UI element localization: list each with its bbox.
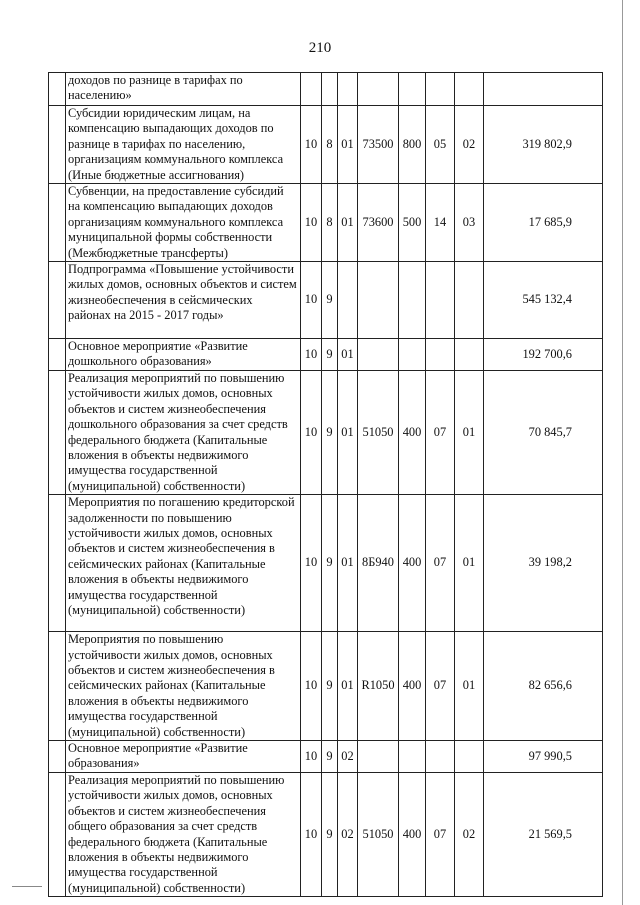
code-cell: 01 [338, 495, 358, 632]
code-cell: 01 [338, 184, 358, 262]
code-cell: 10 [301, 740, 322, 772]
code-cell [399, 262, 426, 339]
code-cell: 02 [338, 740, 358, 772]
amount-cell: 39 198,2 [484, 495, 603, 632]
blank-cell [49, 772, 66, 896]
description-cell: Реализация мероприятий по повышению устойчивости жилых домов, основных объектов и систем жизнеобеспечения дошкольного образования за счет средств федерального бюджета (Капитальные вложения в объекты недвижимого имущества государственной (муниципальной) собственности) [66, 370, 301, 494]
amount-cell [484, 73, 603, 106]
description-cell: Субсидии юридическим лицам, на компенсацию выпадающих доходов по разнице в тарифах по населению, организациям коммунального комплекса (Иные бюджетные ассигнования) [66, 106, 301, 184]
code-cell: 400 [399, 495, 426, 632]
table-row [49, 772, 603, 896]
page-number: 210 [308, 40, 332, 56]
code-cell: 9 [322, 740, 338, 772]
code-cell: 400 [399, 772, 426, 896]
code-cell [301, 73, 322, 106]
code-cell: 8 [322, 184, 338, 262]
table-row [49, 73, 603, 106]
code-cell: 400 [399, 632, 426, 741]
description-cell: Реализация мероприятий по повышению устойчивости жилых домов, основных объектов и систем жизнеобеспечения общего образования за счет средств федерального бюджета (Капитальные вложения в объекты недвижимого имущества государственной (муниципальной) собственности) [66, 772, 301, 896]
blank-cell [49, 370, 66, 494]
code-cell: 51050 [358, 370, 399, 494]
code-cell [399, 73, 426, 106]
table-row [49, 370, 603, 494]
blank-cell [49, 262, 66, 339]
code-cell [358, 339, 399, 371]
code-cell: 9 [322, 262, 338, 339]
code-cell: 07 [426, 632, 455, 741]
amount-cell: 70 845,7 [484, 370, 603, 494]
description-cell: Мероприятия по повышению устойчивости жилых домов, основных объектов и систем жизнеобеспечения в сейсмических районах (Капитальные вложения в объекты недвижимого имущества государственной (муниципальной) собственности) [66, 632, 301, 741]
blank-cell [49, 73, 66, 106]
code-cell [358, 740, 399, 772]
code-cell: 03 [455, 184, 484, 262]
blank-cell [49, 495, 66, 632]
table-row [49, 632, 603, 741]
code-cell: 01 [338, 106, 358, 184]
code-cell [338, 262, 358, 339]
amount-cell: 192 700,6 [484, 339, 603, 371]
description-cell: Основное мероприятие «Развитие дошкольного образования» [66, 339, 301, 371]
code-cell [399, 339, 426, 371]
amount-cell: 82 656,6 [484, 632, 603, 741]
code-cell: 02 [338, 772, 358, 896]
scan-margin-line [12, 886, 42, 887]
code-cell [455, 740, 484, 772]
code-cell: 9 [322, 339, 338, 371]
description-cell: Мероприятия по погашению кредиторской задолженности по повышению устойчивости жилых домов, основных объектов и систем жизнеобеспечения в сейсмических районах (Капитальные вложения в объекты недвижимого имущества государственной (муниципальной) собственности) [66, 495, 301, 632]
code-cell: 10 [301, 370, 322, 494]
code-cell: 01 [338, 370, 358, 494]
code-cell: 9 [322, 772, 338, 896]
code-cell [322, 73, 338, 106]
code-cell [426, 73, 455, 106]
code-cell: 500 [399, 184, 426, 262]
table-row [49, 740, 603, 772]
code-cell [338, 73, 358, 106]
code-cell: 9 [322, 370, 338, 494]
code-cell: 73500 [358, 106, 399, 184]
table-row [49, 184, 603, 262]
code-cell: 8 [322, 106, 338, 184]
blank-cell [49, 106, 66, 184]
blank-cell [49, 740, 66, 772]
code-cell: 01 [455, 632, 484, 741]
code-cell: 02 [455, 772, 484, 896]
code-cell: 14 [426, 184, 455, 262]
blank-cell [49, 339, 66, 371]
code-cell: 9 [322, 495, 338, 632]
code-cell: 9 [322, 632, 338, 741]
code-cell: 10 [301, 184, 322, 262]
code-cell [455, 339, 484, 371]
code-cell [426, 262, 455, 339]
description-cell: Основное мероприятие «Развитие образования» [66, 740, 301, 772]
amount-cell: 97 990,5 [484, 740, 603, 772]
code-cell: 07 [426, 772, 455, 896]
code-cell: 10 [301, 772, 322, 896]
code-cell [358, 262, 399, 339]
code-cell [455, 262, 484, 339]
table-row [49, 262, 603, 339]
description-cell: Подпрограмма «Повышение устойчивости жилых домов, основных объектов и систем жизнеобеспечения в сейсмических районах на 2015 - 2017 годы» [66, 262, 301, 339]
code-cell [426, 740, 455, 772]
code-cell [455, 73, 484, 106]
code-cell: 400 [399, 370, 426, 494]
amount-cell: 21 569,5 [484, 772, 603, 896]
code-cell: 51050 [358, 772, 399, 896]
code-cell [426, 339, 455, 371]
code-cell: 8Б940 [358, 495, 399, 632]
code-cell: 02 [455, 106, 484, 184]
code-cell: 10 [301, 262, 322, 339]
code-cell: 800 [399, 106, 426, 184]
code-cell: R1050 [358, 632, 399, 741]
blank-cell [49, 184, 66, 262]
code-cell: 10 [301, 339, 322, 371]
code-cell: 07 [426, 370, 455, 494]
code-cell: 07 [426, 495, 455, 632]
code-cell: 05 [426, 106, 455, 184]
amount-cell: 17 685,9 [484, 184, 603, 262]
code-cell [399, 740, 426, 772]
amount-cell: 545 132,4 [484, 262, 603, 339]
budget-table [48, 72, 603, 897]
code-cell [358, 73, 399, 106]
code-cell: 10 [301, 495, 322, 632]
description-cell: Субвенции, на предоставление субсидий на компенсацию выпадающих доходов организациям коммунального комплекса муниципальной формы собственности (Межбюджетные трансферты) [66, 184, 301, 262]
table-row [49, 339, 603, 371]
code-cell: 10 [301, 106, 322, 184]
code-cell: 01 [455, 495, 484, 632]
code-cell: 73600 [358, 184, 399, 262]
amount-cell: 319 802,9 [484, 106, 603, 184]
table-row [49, 106, 603, 184]
blank-cell [49, 632, 66, 741]
table-row [49, 495, 603, 632]
scan-edge-line [622, 0, 623, 905]
code-cell: 01 [338, 632, 358, 741]
code-cell: 10 [301, 632, 322, 741]
code-cell: 01 [455, 370, 484, 494]
description-cell: доходов по разнице в тарифах по населению» [66, 73, 301, 106]
code-cell: 01 [338, 339, 358, 371]
